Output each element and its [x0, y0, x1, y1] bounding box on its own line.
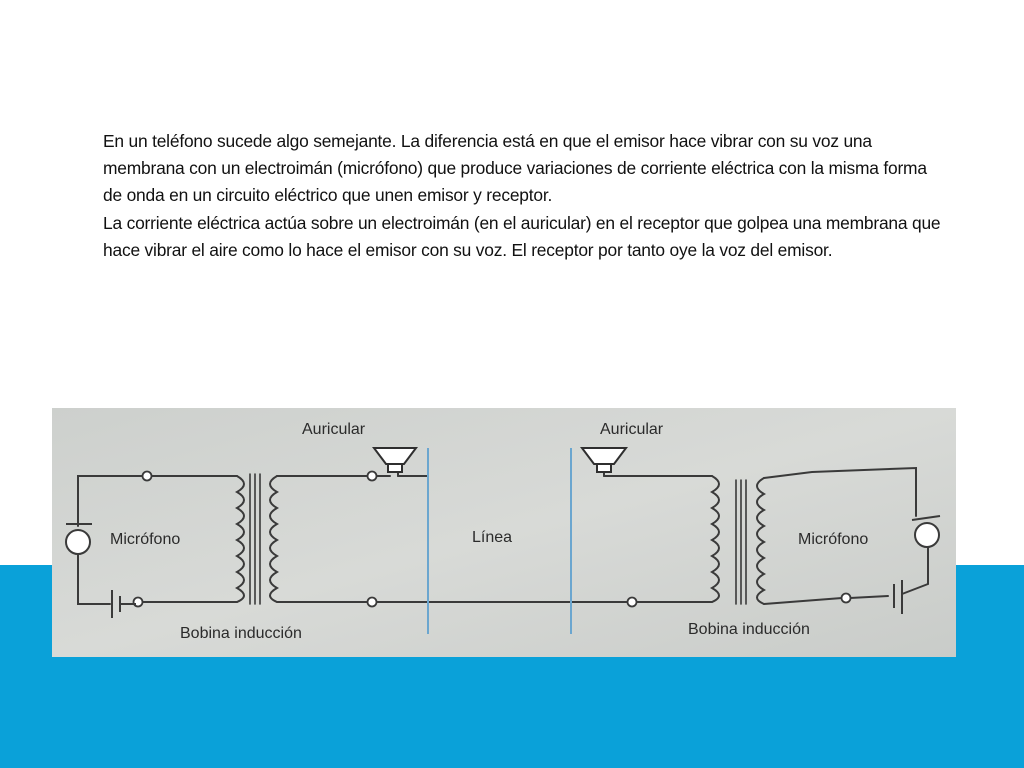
label-auricular-right: Auricular — [600, 421, 664, 438]
telephone-circuit-photo — [52, 408, 956, 657]
slide-body-text — [103, 128, 943, 264]
label-bobina-right: Bobina inducción — [688, 621, 810, 638]
label-auricular-left: Auricular — [302, 421, 366, 438]
label-microfono-left: Micrófono — [110, 531, 181, 548]
label-microfono-right: Micrófono — [798, 531, 869, 548]
label-bobina-left: Bobina inducción — [180, 625, 302, 642]
paragraph-2: La corriente eléctrica actúa sobre un electroimán (en el auricular) en el receptor que golpea una membrana que hace vibrar el aire como lo hace el emisor con su voz. El receptor por tanto oye la voz del emisor. — [103, 212, 941, 260]
label-linea: Línea — [472, 529, 513, 546]
paragraph-1: En un teléfono sucede algo semejante. La diferencia está en que el emisor hace vibrar con su voz una membrana con un electroimán (micrófono) que produce variaciones de corriente eléctrica con la misma forma de onda en un circuito eléctrico que unen emisor y receptor. — [103, 131, 927, 206]
